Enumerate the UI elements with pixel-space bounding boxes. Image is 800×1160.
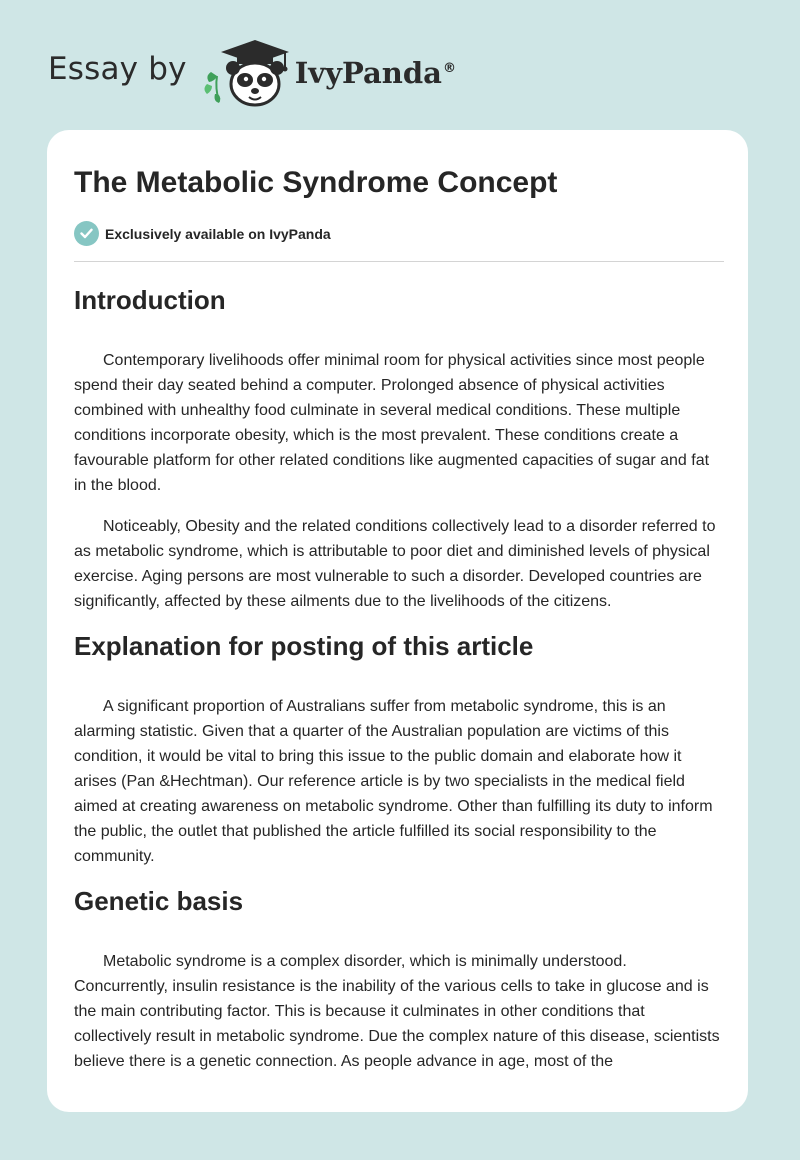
article-card — [47, 130, 748, 1112]
brand-header — [48, 36, 456, 108]
panda-graduate-icon[interactable] — [201, 36, 293, 108]
paragraph: Contemporary livelihoods offer minimal room for physical activities since most people spend their day seated behind a computer. Prolonged absence of physical activities combined with unhealthy food culminate in several medical conditions. These multiple conditions incorporate obesity, which is the most prevalent. These conditions create a favourable platform for other related conditions like augmented capacities of sugar and fat in the blood. — [74, 352, 710, 494]
divider — [74, 261, 724, 262]
registered-mark: ® — [442, 61, 456, 77]
paragraph: Metabolic syndrome is a complex disorder, which is minimally understood. Concurrently, insulin resistance is the inability of the various cells to take in glucose and is the main contributing factor. This is because it culminates in other conditions that collectively result in metabolic syndrome. Due the complex nature of this disease, scientists believe there is a genetic connection. As people advance in age, most of the — [74, 953, 720, 1070]
section-heading-introduction: Introduction — [74, 285, 226, 315]
article-content — [74, 282, 724, 1090]
exclusive-badge — [74, 221, 331, 246]
paragraph: Noticeably, Obesity and the related conditions collectively lead to a disorder referred to as metabolic syndrome, which is attributable to poor diet and diminished levels of physical exercise. Aging persons are most vulnerable to such a disorder. Developed countries are significantly, affected by these ailments due to the livelihoods of the citizens. — [74, 518, 716, 610]
page-title: The Metabolic Syndrome Concept — [74, 166, 558, 199]
check-circle-icon — [74, 221, 99, 246]
exclusive-text: Exclusively available on IvyPanda — [105, 225, 331, 242]
section-heading-explanation: Explanation for posting of this article — [74, 631, 534, 661]
brand-name[interactable]: IvyPanda® — [294, 56, 456, 90]
brand-prefix: Essay by — [48, 51, 187, 87]
section-heading-genetic-basis: Genetic basis — [74, 886, 244, 916]
paragraph: A significant proportion of Australians suffer from metabolic syndrome, this is an alarming statistic. Given that a quarter of the Australian population are victims of this condition, it would be vital to bring this issue to the public domain and elaborate how it arises (Pan &Hechtman). Our reference article is by two specialists in the medical field aimed at creating awareness on metabolic syndrome. Other than fulfilling its duty to inform the public, the outlet that published the article fulfilled its social responsibility to the community. — [74, 698, 713, 865]
